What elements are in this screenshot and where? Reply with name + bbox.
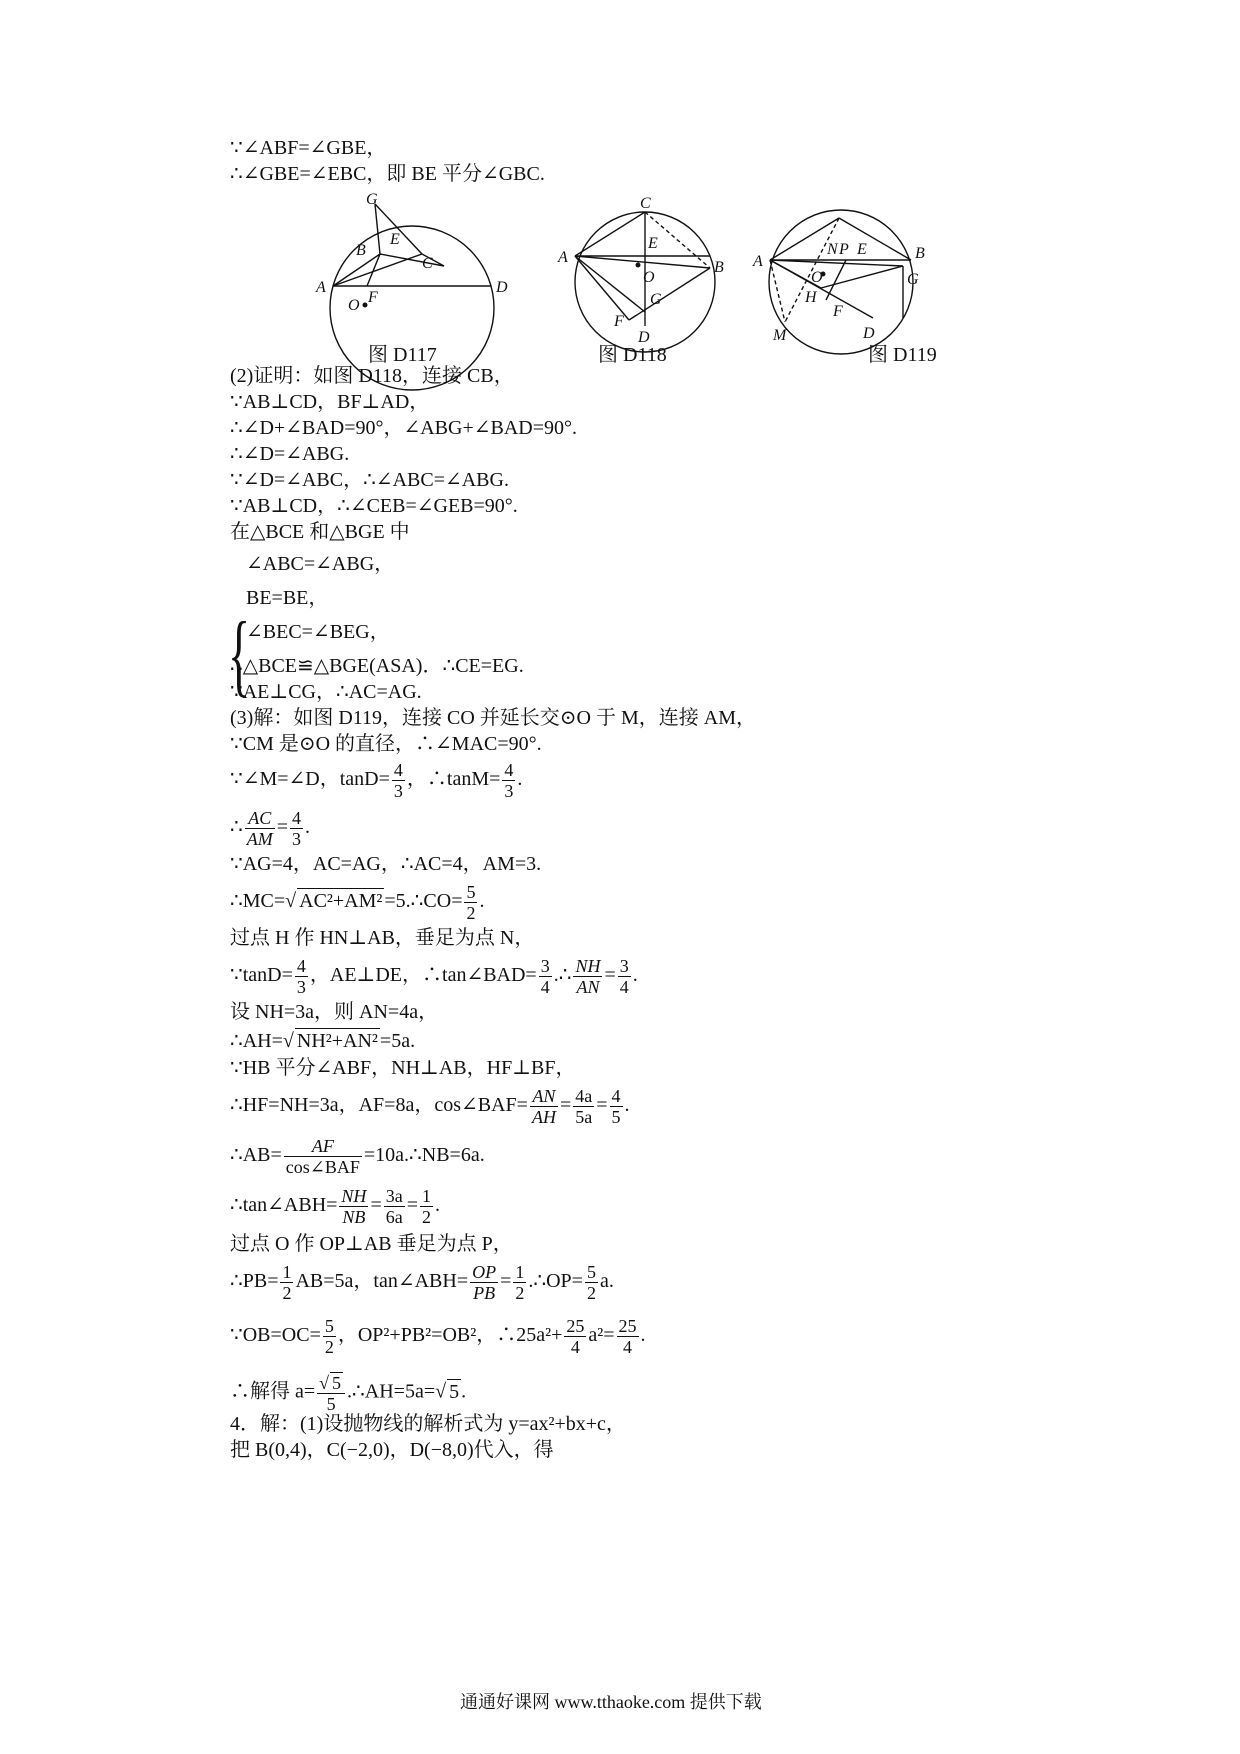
math-line: ∵∠M=∠D，tanD= $\frac{4}{3}$ ，∴tanM= $\frac{4}{3}$ . [230, 760, 523, 801]
svg-text:O: O [643, 269, 655, 286]
math-line: ∵tanD= $\frac{4}{3}$ ，AE⊥DE，∴tan∠BAD= $\frac{3}{4}$ .∴ $\frac{NH}{AN}$ = $\frac{3}{4}$ . [230, 956, 638, 997]
svg-text:C: C [422, 255, 433, 272]
page-footer: 通通好课网 www.tthaoke.com 提供下载 [460, 1692, 762, 1712]
text-line: ∵∠D=∠ABC，∴∠ABC=∠ABG. [230, 469, 509, 491]
text-line: ∴∠GBE=∠EBC，即 BE 平分∠GBC. [230, 163, 545, 185]
math-line: ∴ $\frac{AC}{AM}$ = $\frac{4}{3}$ . [230, 808, 311, 849]
math-line: ∵OB=OC= $\frac{5}{2}$ ，OP²+PB²=OB²，∴25a²+ $\frac{25}{4}$ a²= $\frac{25}{4}$ . [230, 1316, 646, 1357]
text-line: 设 NH=3a，则 AN=4a， [230, 1001, 439, 1023]
system-line: ∠BEC=∠BEG， [246, 621, 390, 643]
svg-text:M: M [773, 327, 787, 344]
text-line: ∴∠D+∠BAD=90°，∠ABG+∠BAD=90°. [230, 417, 577, 439]
svg-text:B: B [915, 245, 925, 262]
svg-text:G: G [650, 291, 662, 308]
svg-text:G: G [907, 271, 919, 288]
text-line: ∵AE⊥CG，∴AC=AG. [230, 681, 422, 703]
system-line: ∠ABC=∠ABG， [246, 553, 395, 575]
svg-text:O: O [348, 297, 360, 314]
figure-d118 [557, 195, 724, 352]
text-line: 在△BCE 和△BGE 中 [230, 521, 410, 543]
text-line: (3)解：如图 D119，连接 CO 并延长交⊙O 于 M，连接 AM， [230, 707, 757, 729]
text-line: ∴∠D=∠ABG. [230, 443, 350, 465]
text-line: ∵AG=4，AC=AG，∴AC=4，AM=3. [230, 853, 542, 875]
svg-text:B: B [356, 242, 366, 259]
math-line: ∴PB= $\frac{1}{2}$ AB=5a，tan∠ABH= $\frac{OP}{PB}$ = $\frac{1}{2}$ .∴OP= $\frac{5}{2}$ a. [230, 1262, 614, 1303]
text-line: ∵HB 平分∠ABF，NH⊥AB，HF⊥BF， [230, 1057, 576, 1079]
svg-text:O: O [811, 269, 823, 286]
math-line: ∴MC=√ AC²+AM² =5.∴CO= $\frac{5}{2}$ . [230, 882, 485, 923]
svg-text:A: A [753, 253, 763, 270]
text-line: ∵AB⊥CD，∴∠CEB=∠GEB=90°. [230, 495, 518, 517]
svg-text:A: A [316, 279, 326, 296]
caption-d118: 图 D118 [598, 344, 667, 366]
svg-text:E: E [648, 235, 658, 252]
text-line: 4．解：(1)设抛物线的解析式为 y=ax²+bx+c， [230, 1413, 626, 1435]
svg-text:F: F [368, 289, 378, 306]
caption-d119: 图 D119 [868, 344, 937, 366]
svg-text:D: D [863, 325, 875, 342]
text-line: 过点 H 作 HN⊥AB，垂足为点 N， [230, 927, 535, 949]
caption-d117: 图 D117 [368, 344, 437, 366]
text-line: ∴△BCE≌△BGE(ASA)．∴CE=EG. [230, 655, 524, 677]
svg-text:B: B [714, 259, 724, 276]
svg-text:E: E [390, 231, 400, 248]
text-line: ∵∠ABF=∠GBE， [230, 137, 387, 159]
text-line: ∵AB⊥CD，BF⊥AD， [230, 391, 430, 413]
math-line: ∴解得 a= $\frac{√ 5}{5}$ .∴AH=5a=√ 5 . [230, 1373, 467, 1414]
text-line: 过点 O 作 OP⊥AB 垂足为点 P， [230, 1233, 513, 1255]
math-line: ∴AB= AF cos∠BAF =10a.∴NB=6a. [230, 1136, 485, 1177]
text-line: ∵CM 是⊙O 的直径，∴∠MAC=90°. [230, 733, 542, 755]
text-line: (2)证明：如图 D118，连接 CB， [230, 365, 514, 387]
text-line: 把 B(0,4)，C(−2,0)，D(−8,0)代入，得 [230, 1439, 554, 1461]
math-line: ∴AH=√ NH²+AN² =5a. [230, 1030, 416, 1052]
svg-text:F: F [833, 303, 843, 320]
svg-text:C: C [640, 195, 651, 212]
svg-text:P: P [839, 241, 849, 258]
svg-text:N: N [827, 241, 838, 258]
system-line: BE=BE， [246, 587, 329, 609]
svg-text:A: A [558, 249, 568, 266]
svg-text:E: E [857, 241, 867, 258]
svg-text:D: D [496, 279, 508, 296]
svg-text:D: D [638, 329, 650, 346]
system-brace: { [228, 603, 251, 705]
svg-text:G: G [366, 191, 378, 208]
math-line: ∴HF=NH=3a，AF=8a，cos∠BAF= $\frac{AN}{AH}$ = $\frac{4a}{5a}$ = $\frac{4}{5}$ . [230, 1086, 630, 1127]
figure-d119 [752, 210, 925, 354]
svg-text:F: F [614, 313, 624, 330]
svg-text:H: H [805, 289, 817, 306]
math-line: ∴tan∠ABH= $\frac{NH}{NB}$ = $\frac{3a}{6a}$ = $\frac{1}{2}$ . [230, 1186, 440, 1227]
